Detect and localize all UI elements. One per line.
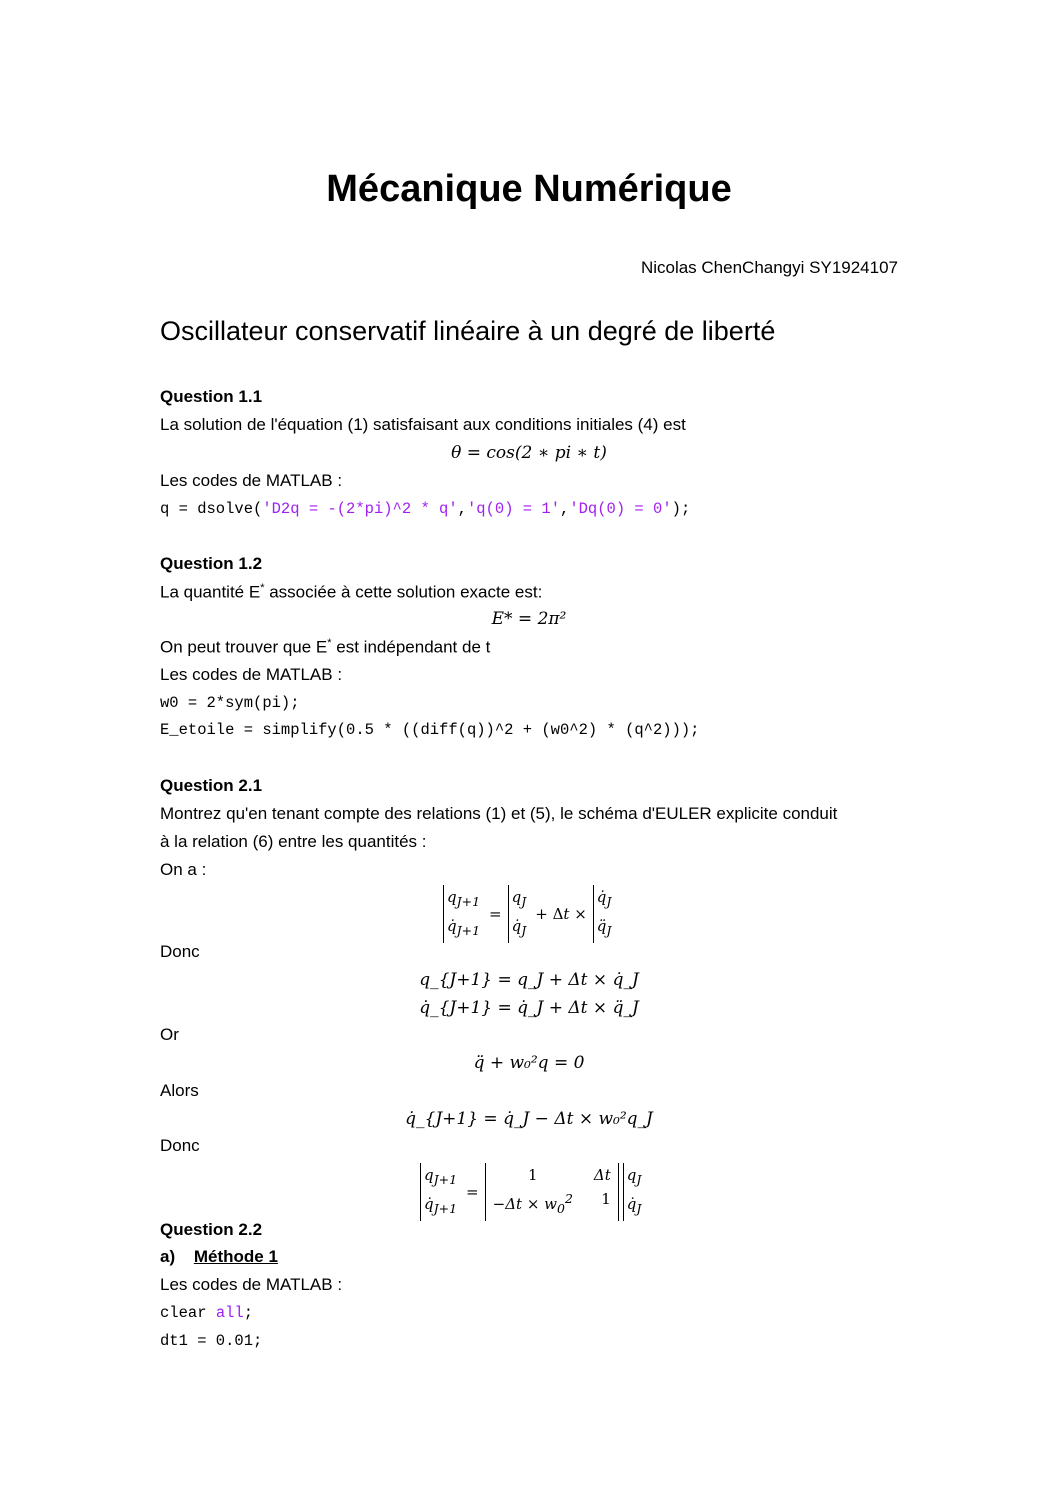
matrix-left: $q_{J+1}$ $q̇_{J+1}$	[443, 885, 483, 943]
code-string: 'D2q = -(2*pi)^2 * q'	[262, 500, 458, 518]
q21-donc-2: Donc	[160, 1136, 200, 1155]
page-title: Mécanique Numérique	[326, 168, 732, 210]
q21-alors: Alors	[160, 1081, 199, 1100]
q21-or: Or	[160, 1025, 179, 1044]
q11-equation: θ = cos(2 ∗ pi ∗ t)	[451, 443, 607, 463]
code-text: ,	[457, 500, 467, 518]
matrix-equation-2: $q_{J+1}$ $q̇_{J+1}$ = 1 $-\Delta t \times w_0^2$ Δt 1 $q_J$ $q̇_J$	[420, 1163, 644, 1221]
question-2-1-heading: Question 2.1	[160, 776, 263, 795]
q22-code-line-1	[160, 1304, 253, 1322]
section-heading: Oscillateur conservatif linéaire à un degré de liberté	[160, 316, 776, 346]
text-part: est indépendant de t	[331, 637, 491, 657]
q12-text-2	[160, 637, 490, 658]
matrix-bracket: 1 $-\Delta t \times w_0^2$ Δt 1	[485, 1163, 619, 1221]
code-text: ;	[243, 1304, 254, 1322]
code-string: 'q(0) = 1'	[466, 500, 560, 518]
code-string: 'Dq(0) = 0'	[569, 500, 672, 518]
code-text: );	[671, 500, 691, 518]
matrix-mid: $q_J$ $q̇_J$	[508, 885, 530, 943]
list-marker: a)	[160, 1247, 176, 1266]
matrix-right: $q̇_J$ $q̈_J$	[593, 885, 615, 943]
author-line: Nicolas ChenChangyi SY1924107	[640, 258, 898, 277]
q21-equation-2a: q_{J+1} = q_J + Δt × q̇_J	[419, 970, 639, 990]
text-part: associée à cette solution exacte est:	[264, 582, 543, 602]
q11-text: La solution de l'équation (1) satisfaisant aux conditions initiales (4) est	[160, 415, 686, 434]
q12-code-line-2: E_etoile = simplify(0.5 * ((diff(q))^2 + (w0^2) * (q^2)));	[160, 721, 700, 739]
text-part: On peut trouver que E	[160, 637, 328, 657]
q22-subheading	[160, 1247, 278, 1267]
q21-on-a: On a :	[160, 860, 207, 879]
question-1-1-heading: Question 1.1	[160, 387, 263, 406]
q12-code-line-1: w0 = 2*sym(pi);	[160, 694, 300, 712]
question-2-2-heading: Question 2.2	[160, 1220, 263, 1239]
q21-equation-3: q̈ + w₀²q = 0	[473, 1053, 585, 1073]
q21-text-2: à la relation (6) entre les quantités :	[160, 832, 427, 851]
q21-donc-1: Donc	[160, 942, 200, 961]
q21-equation-4: q̇_{J+1} = q̇_J − Δt × w₀²q_J	[405, 1109, 653, 1129]
q12-matlab-label: Les codes de MATLAB :	[160, 665, 343, 684]
code-text: q = dsolve(	[160, 500, 263, 518]
matrix-right: $q_J$ $q̇_J$	[623, 1163, 645, 1221]
question-1-2-heading: Question 1.2	[160, 554, 263, 573]
matrix-left: $q_{J+1}$ $q̇_{J+1}$	[420, 1163, 460, 1221]
q11-matlab-label: Les codes de MATLAB :	[160, 471, 343, 490]
text-part: La quantité E	[160, 582, 261, 602]
superscript: *	[327, 637, 332, 649]
q11-code-line	[160, 500, 690, 518]
q21-text-1: Montrez qu'en tenant compte des relations (1) et (5), le schéma d'EULER explicite conduit	[160, 804, 838, 823]
q12-equation: E* = 2π²	[491, 609, 567, 629]
code-text: clear	[160, 1304, 216, 1322]
code-keyword: all	[215, 1304, 244, 1322]
q22-code-line-2: dt1 = 0.01;	[160, 1332, 263, 1350]
matrix-equation-1: $q_{J+1}$ $q̇_{J+1}$ = $q_J$ $q̇_J$ + Δt × $q̇_J$ $q̈_J$	[443, 885, 614, 943]
code-text: ,	[560, 500, 570, 518]
q12-text	[160, 582, 542, 603]
q22-matlab-label: Les codes de MATLAB :	[160, 1275, 343, 1294]
subheading-title: Méthode 1	[193, 1247, 278, 1266]
q21-equation-2b: q̇_{J+1} = q̇_J + Δt × q̈_J	[419, 998, 639, 1018]
superscript: *	[260, 582, 265, 594]
